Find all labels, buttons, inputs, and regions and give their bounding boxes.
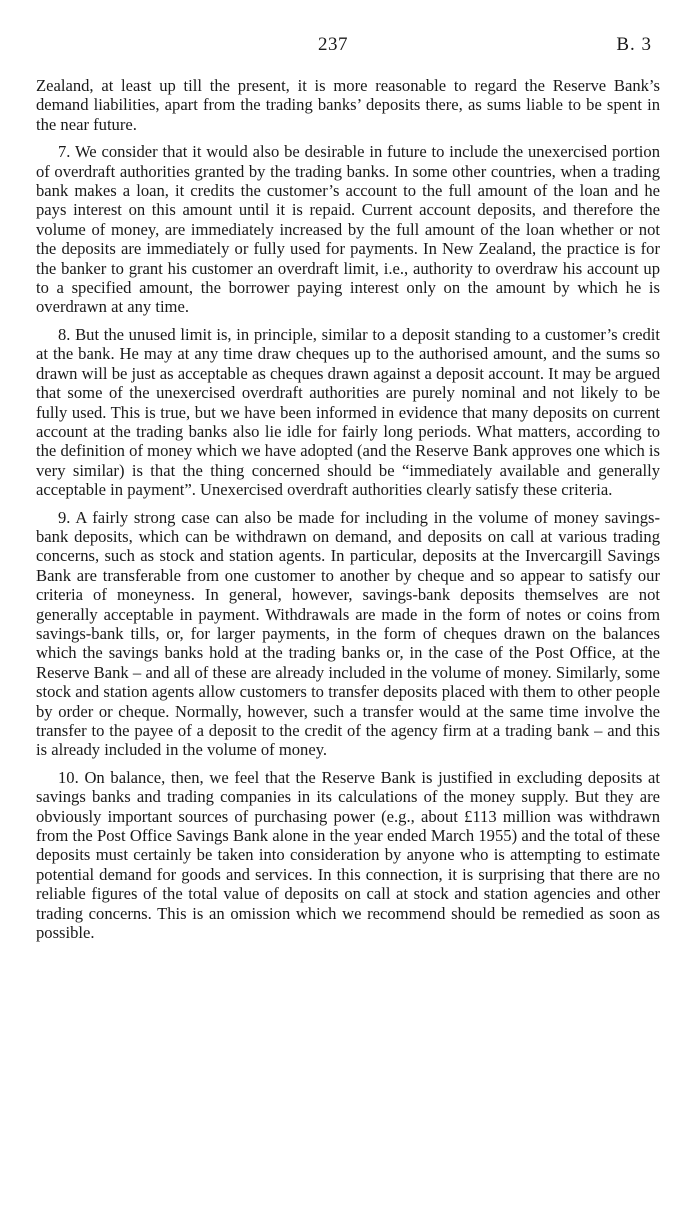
page-header	[0, 34, 700, 58]
paragraph-7: 7. We consider that it would also be desirable in future to include the unexercised portion of overdraft authorities granted by the trading banks. In some other countries, when a trading bank makes a loan, it credits the customer’s account to the full amount of the loan and he pays interest on this amount until it is repaid. Current account deposits, and therefore the volume of money, are immediately increased by the full amount of the loan whether or not the deposits are immediately or fully used for payments. In New Zealand, the practice is for the banker to grant his customer an overdraft limit, i.e., authority to overdraw his account up to a specified amount, the borrower paying interest only on the amount by which he is overdrawn at any time.	[36, 142, 660, 317]
paragraph-10: 10. On balance, then, we feel that the Reserve Bank is justified in excluding deposits at savings banks and trading companies in its calculations of the money supply. But they are obviously important sources of purchasing power (e.g., about £113 million was withdrawn from the Post Office Savings Bank alone in the year ended March 1955) and the total of these deposits must certainly be taken into consideration by anyone who is attempting to estimate potential demand for goods and services. In this connection, it is surprising that there are no reliable figures of the total value of deposits on call at stock and station agencies and other trading concerns. This is an omission which we recommend should be remedied as soon as possible.	[36, 767, 660, 943]
body-text	[36, 76, 660, 950]
paragraph-9: 9. A fairly strong case can also be made for including in the volume of money savings-bank deposits, which can be withdrawn on demand, and deposits on call at various trading concerns, such as stock and station agents. In particular, deposits at the Invercargill Savings Bank are transferable from one customer to another by cheque and so appear to satisfy our criteria of moneyness. In general, however, savings-bank deposits themselves are not generally acceptable in payment. Withdrawals are made in the form of notes or coins from savings-bank tills, or, for larger payments, in the form of cheques drawn on the balances which the savings banks hold at the trading banks or, in the case of the Post Office, at the Reserve Bank – and all of these are already included in the volume of money. Similarly, some stock and station agents allow customers to transfer deposits placed with them to other people by order or cheque. Normally, however, such a transfer would at the same time involve the transfer to the payee of a deposit to the credit of the agency firm at a trading bank – and this is already included in the volume of money.	[36, 507, 660, 760]
paragraph-continuation: Zealand, at least up till the present, it is more reasonable to regard the Reserve Bank’s demand liabilities, apart from the trading banks’ deposits there, as sums liable to be spent in the near future.	[36, 76, 660, 134]
paragraph-8: 8. But the unused limit is, in principle, similar to a deposit standing to a customer’s credit at the bank. He may at any time draw cheques up to the authorised amount, and the sums so drawn will be just as acceptable as cheques drawn against a deposit account. It may be argued that some of the unexercised overdraft authorities are purely nominal and not likely to be fully used. This is true, but we have been informed in evidence that many deposits on current account at the trading banks also lie idle for fairly long periods. What matters, according to the definition of money which we have adopted (and the Reserve Bank approves one which is very similar) is that the thing concerned should be “immediately available and generally acceptable in payment”. Unexercised overdraft authorities clearly satisfy these criteria.	[36, 324, 660, 500]
page-number: 237	[318, 34, 348, 55]
document-reference: B. 3	[616, 34, 652, 55]
